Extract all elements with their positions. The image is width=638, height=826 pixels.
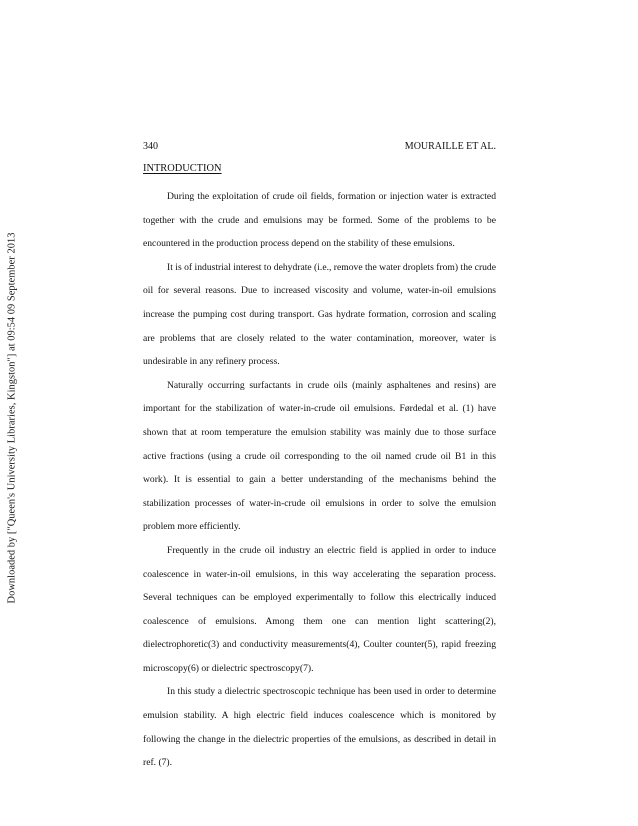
page-header — [143, 141, 496, 155]
paragraph-2: It is of industrial interest to dehydrate (i.e., remove the water droplets from) the crude oil for several reasons. Due to increased viscosity and volume, water-in-oil emulsions increase the pumping cost during transport. Gas hydrate formation, corrosion and scaling are problems that are closely related to the water contamination, moreover, water is undesirable in any refinery process. — [143, 261, 496, 368]
section-heading: INTRODUCTION — [143, 163, 222, 174]
download-note-margin — [3, 0, 21, 826]
page-number: 340 — [143, 141, 158, 152]
paragraph-4: Frequently in the crude oil industry an electric field is applied in order to induce coalescence in water-in-oil emulsions, in this way accelerating the separation process. Several techniques can be employed experimentally to follow this electrically induced coalescence of emulsions. Among them one can mention light scattering(2), dielectrophoretic(3) and conductivity measurements(4), Coulter counter(5), rapid freezing microscopy(6) or dielectric spectroscopy(7). — [143, 544, 496, 674]
paragraph-1: During the exploitation of crude oil fields, formation or injection water is extracted together with the crude and emulsions may be formed. Some of the problems to be encountered in the production process depend on the stability of these emulsions. — [143, 191, 496, 250]
download-note-text: Downloaded by ["Queen's University Libraries, Kingston"] at 09:54 09 September 2013 — [6, 232, 18, 604]
running-head: MOURAILLE ET AL. — [404, 141, 496, 152]
body-text — [143, 185, 496, 775]
paragraph-5: In this study a dielectric spectroscopic technique has been used in order to determine emulsion stability. A high electric field induces coalescence which is monitored by following the change in the dielectric properties of the emulsions, as described in detail in ref. (7). — [143, 686, 496, 769]
paragraph-3: Naturally occurring surfactants in crude oils (mainly asphaltenes and resins) are important for the stabilization of water-in-crude oil emulsions. Førdedal et al. (1) have shown that at room temperature the emulsion stability was mainly due to those surface active fractions (using a crude oil corresponding to the oil named crude oil B1 in this work). It is essential to gain a better understanding of the mechanisms behind the stabilization processes of water-in-crude oil emulsions in order to solve the emulsion problem more efficiently. — [143, 379, 496, 533]
